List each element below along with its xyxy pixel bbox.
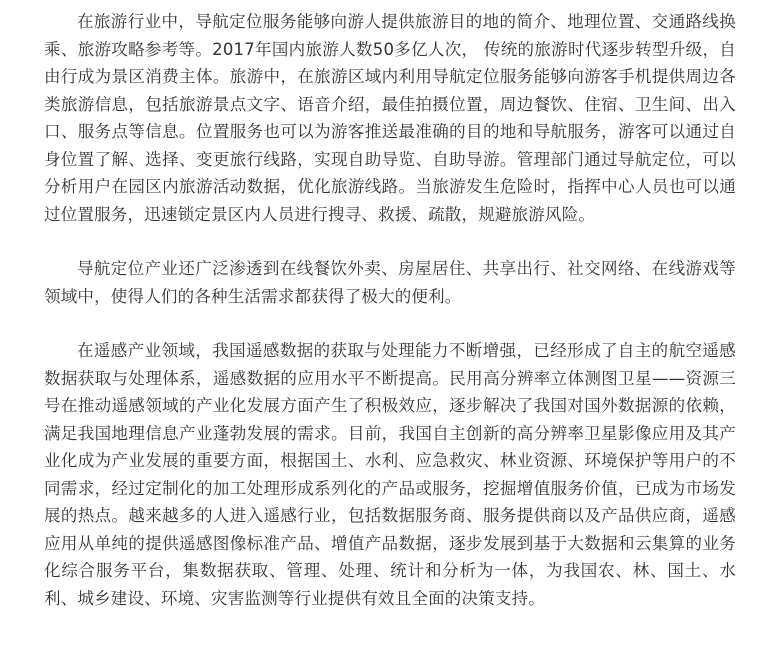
- paragraph-navigation-industry: 导航定位产业还广泛渗透到在线餐饮外卖、房屋居住、共享出行、社交网络、在线游戏等领域中，使得人们的各种生活需求都获得了极大的便利。: [44, 259, 736, 306]
- paragraph-remote-sensing: 在遥感产业领域，我国遥感数据的获取与处理能力不断增强，已经形成了自主的航空遥感数据获取与处理体系，遥感数据的应用水平不断提高。民用高分辨率立体测图卫星——资源三号在推动遥感领域的产业化发展方面产生了积极效应，逐步解决了我国对国外数据源的依赖，满足我国地理信息产业蓬勃发展的需求。目前，我国自主创新的高分辨率卫星影像应用及其产业化成为产业发展的重要方面，根据国土、水利、应急救灾、林业资源、环境保护等用户的不同需求，经过定制化的加工处理形成系列化的产品或服务，挖掘增值服务价值，已成为市场发展的热点。越来越多的人进入遥感行业，包括数据服务商、服务提供商以及产品供应商，遥感应用从单纯的提供遥感图像标准产品、增值产品数据，逐步发展到基于大数据和云集算的业务化综合服务平台，集数据获取、管理、处理、统计和分析为一体，为我国农、林、国土、水利、城乡建设、环境、灾害监测等行业提供有效且全面的决策支持。: [44, 341, 736, 608]
- paragraph-tourism: 在旅游行业中，导航定位服务能够向游人提供旅游目的地的简介、地理位置、交通路线换乘、旅游攻略参考等。2017年国内旅游人数50多亿人次， 传统的旅游时代逐步转型升级，自由行成为景区消费主体。旅游中，在旅游区域内利用导航定位服务能够向游客手机提供周边各类旅游信息，包括旅游景点文字、语音介绍，最佳拍摄位置，周边餐饮、住宿、卫生间、出入口、服务点等信息。位置服务也可以为游客推送最准确的目的地和导航服务，游客可以通过自身位置了解、选择、变更旅行线路，实现自助导览、自助导游。管理部门通过导航定位，可以分析用户在园区内旅游活动数据，优化旅游线路。当旅游发生危险时，指挥中心人员也可以通过位置服务，迅速锁定景区内人员进行搜寻、救援、疏散，规避旅游风险。: [44, 12, 736, 224]
- paragraph-spacer: [44, 310, 736, 337]
- paragraph-spacer: [44, 228, 736, 255]
